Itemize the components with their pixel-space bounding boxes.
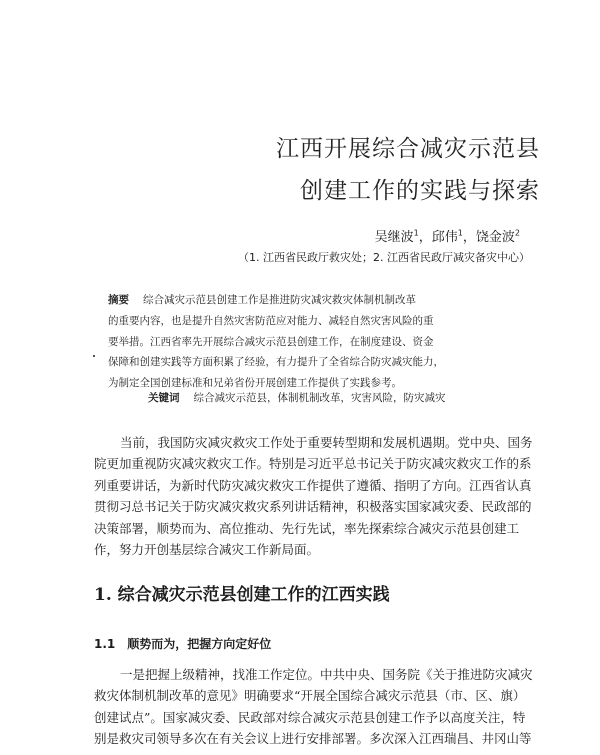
abstract — [108, 290, 510, 394]
author-name: 吴继波 — [374, 230, 414, 245]
abstract-line: 保障和创建实践等方面积累了经验，有力提升了全省综合防灾减灾能力， — [108, 356, 444, 369]
paragraph-line: 决策部署，顺势而为、高位推动、先行先试，率先探索综合减灾示范县创建工 — [94, 520, 520, 536]
keywords-text: 综合减灾示范县，体制机制改革，灾害风险，防灾减灾 — [193, 392, 446, 404]
subsection-number: 1.1 — [94, 637, 116, 651]
scan-speck — [93, 355, 95, 357]
author-name: 饶金波 — [475, 230, 515, 245]
author-affil-mark: 1 — [413, 228, 419, 238]
author-name: 邱伟 — [431, 230, 458, 245]
paragraph-line: 一是把握上级精神，找准工作定位。中共中央、国务院《关于推进防灾减灾 — [120, 667, 533, 682]
paragraph-line: 作，努力开创基层综合减灾工作新局面。 — [94, 541, 320, 557]
paragraph-line: 创建试点”。国家减灾委、民政部对综合减灾示范县创建工作予以高度关注，特 — [94, 709, 526, 725]
title-line-2: 创建工作的实践与探索 — [300, 178, 540, 204]
paragraph-line: 救灾体制机制改革的意见》明确要求“开展全国综合减灾示范县（市、区、旗） — [94, 688, 526, 704]
article-title — [276, 128, 540, 212]
author-list — [375, 226, 520, 245]
abstract-line: 要举措。江西省率先开展综合减灾示范县创建工作，在制度建设、资金 — [108, 335, 434, 348]
author-separator: ， — [418, 230, 432, 245]
paragraph-line: 别是救灾司领导多次在有关会议上进行安排部署。多次深入江西瑞昌、井冈山等 — [94, 731, 532, 747]
paragraph-line: 当前，我国防灾减灾救灾工作处于重要转型期和发展机遇期。党中央、国务 — [120, 435, 533, 450]
abstract-label: 摘要 — [108, 294, 129, 306]
author-affil-mark: 2 — [514, 228, 520, 238]
abstract-line — [108, 290, 510, 311]
subsection-heading — [94, 635, 271, 652]
section-heading: 1. 综合减灾示范县创建工作的江西实践 — [94, 585, 390, 605]
author-separator: ， — [462, 230, 476, 245]
keywords — [148, 390, 446, 405]
author-affil-mark: 1 — [457, 228, 463, 238]
abstract-line: 为制定全国创建标准和兄弟省份开展创建工作提供了实践参考。 — [108, 377, 402, 390]
keywords-label: 关键词 — [148, 392, 180, 404]
title-line-1: 江西开展综合减灾示范县 — [276, 136, 540, 162]
paragraph-line: 贯彻习总书记关于防灾减灾救灾系列讲话精神，积极落实国家减灾委、民政部的 — [94, 499, 532, 515]
subsection-title: 顺势而为，把握方向定好位 — [127, 637, 272, 651]
body-paragraph — [94, 664, 534, 750]
abstract-line: 的重要内容，也是提升自然灾害防范应对能力、减轻自然灾害风险的重 — [108, 314, 434, 327]
abstract-text: 综合减灾示范县创建工作是推进防灾减灾救灾体制机制改革 — [143, 294, 416, 306]
affiliations: （1. 江西省民政厅救灾处；2. 江西省民政厅减灾备灾中心） — [238, 251, 530, 264]
paragraph-line: 列重要讲话，为新时代防灾减灾救灾工作提供了遵循、指明了方向。江西省认真 — [94, 477, 532, 493]
intro-paragraph — [94, 432, 534, 560]
paragraph-line: 院更加重视防灾减灾救灾工作。特别是习近平总书记关于防灾减灾救灾工作的系 — [94, 456, 532, 472]
